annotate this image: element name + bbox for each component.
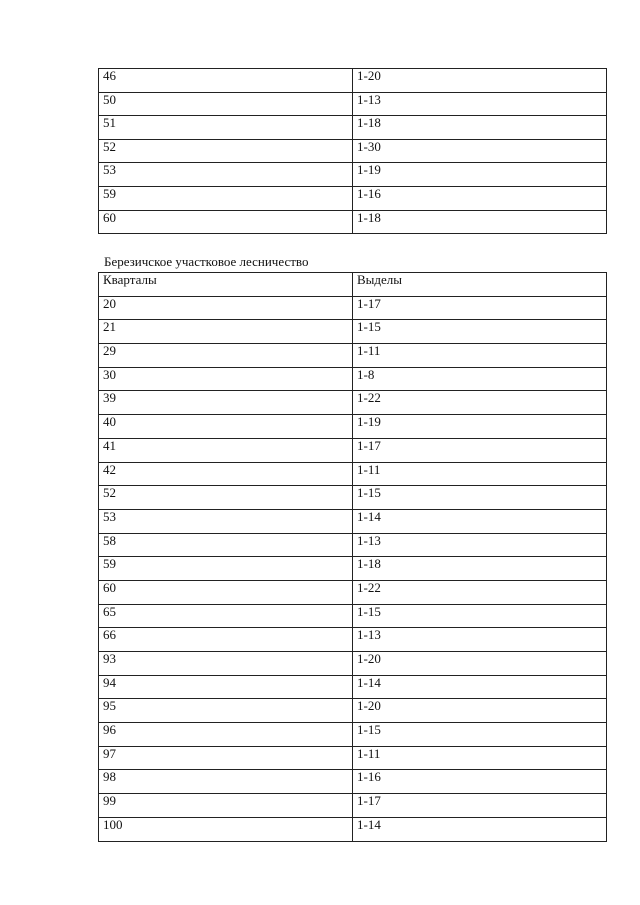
allotment-cell: 1-16 bbox=[353, 186, 607, 210]
table-row bbox=[99, 186, 607, 210]
table-row bbox=[99, 210, 607, 234]
table-row bbox=[99, 344, 607, 368]
table-row bbox=[99, 817, 607, 841]
allotment-cell: 1-15 bbox=[353, 604, 607, 628]
quarter-cell: 42 bbox=[99, 462, 353, 486]
allotment-cell: 1-11 bbox=[353, 344, 607, 368]
table-row bbox=[99, 770, 607, 794]
table-row bbox=[99, 391, 607, 415]
quarter-cell: 96 bbox=[99, 723, 353, 747]
quarter-cell: 59 bbox=[99, 186, 353, 210]
table-row bbox=[99, 415, 607, 439]
allotment-cell: 1-15 bbox=[353, 486, 607, 510]
table-row bbox=[99, 139, 607, 163]
allotment-cell: 1-15 bbox=[353, 320, 607, 344]
table-row bbox=[99, 320, 607, 344]
allotment-cell: 1-15 bbox=[353, 723, 607, 747]
table-row bbox=[99, 438, 607, 462]
allotment-cell: 1-19 bbox=[353, 163, 607, 187]
table-row bbox=[99, 92, 607, 116]
top-table-body bbox=[99, 69, 607, 234]
allotment-cell: 1-14 bbox=[353, 817, 607, 841]
table-row bbox=[99, 604, 607, 628]
table-row bbox=[99, 746, 607, 770]
quarter-cell: 60 bbox=[99, 580, 353, 604]
header-cell-kvartaly: Кварталы bbox=[99, 273, 353, 297]
table-row bbox=[99, 533, 607, 557]
table-row bbox=[99, 699, 607, 723]
allotment-cell: 1-17 bbox=[353, 438, 607, 462]
allotment-cell: 1-17 bbox=[353, 794, 607, 818]
main-table-body bbox=[99, 296, 607, 841]
table-row bbox=[99, 163, 607, 187]
allotment-cell: 1-18 bbox=[353, 210, 607, 234]
header-cell-vydely: Выделы bbox=[353, 273, 607, 297]
quarter-cell: 40 bbox=[99, 415, 353, 439]
allotment-cell: 1-16 bbox=[353, 770, 607, 794]
allotment-cell: 1-20 bbox=[353, 652, 607, 676]
quarter-cell: 98 bbox=[99, 770, 353, 794]
quarter-cell: 46 bbox=[99, 69, 353, 93]
quarter-cell: 60 bbox=[99, 210, 353, 234]
allotment-cell: 1-19 bbox=[353, 415, 607, 439]
allotment-cell: 1-17 bbox=[353, 296, 607, 320]
table-row bbox=[99, 509, 607, 533]
allotment-cell: 1-13 bbox=[353, 628, 607, 652]
allotment-cell: 1-20 bbox=[353, 69, 607, 93]
table-row bbox=[99, 116, 607, 140]
table-row bbox=[99, 794, 607, 818]
quarter-cell: 51 bbox=[99, 116, 353, 140]
quarter-cell: 52 bbox=[99, 486, 353, 510]
table-row bbox=[99, 628, 607, 652]
quarter-cell: 97 bbox=[99, 746, 353, 770]
allotment-cell: 1-8 bbox=[353, 367, 607, 391]
allotment-cell: 1-13 bbox=[353, 92, 607, 116]
allotment-cell: 1-22 bbox=[353, 580, 607, 604]
quarter-cell: 66 bbox=[99, 628, 353, 652]
allotment-cell: 1-18 bbox=[353, 116, 607, 140]
table-row bbox=[99, 462, 607, 486]
quarter-cell: 29 bbox=[99, 344, 353, 368]
table-row bbox=[99, 723, 607, 747]
allotment-cell: 1-30 bbox=[353, 139, 607, 163]
quarter-cell: 39 bbox=[99, 391, 353, 415]
quarter-cell: 59 bbox=[99, 557, 353, 581]
table-row bbox=[99, 69, 607, 93]
quarter-cell: 21 bbox=[99, 320, 353, 344]
table-row bbox=[99, 367, 607, 391]
quarter-cell: 53 bbox=[99, 509, 353, 533]
table-row bbox=[99, 486, 607, 510]
allotment-cell: 1-14 bbox=[353, 675, 607, 699]
table-row bbox=[99, 296, 607, 320]
table-row bbox=[99, 652, 607, 676]
allotment-cell: 1-11 bbox=[353, 746, 607, 770]
quarter-cell: 41 bbox=[99, 438, 353, 462]
quarter-cell: 52 bbox=[99, 139, 353, 163]
quarter-cell: 93 bbox=[99, 652, 353, 676]
quarter-cell: 65 bbox=[99, 604, 353, 628]
top-table bbox=[98, 68, 607, 234]
table-row bbox=[99, 675, 607, 699]
allotment-cell: 1-11 bbox=[353, 462, 607, 486]
quarter-cell: 30 bbox=[99, 367, 353, 391]
quarter-cell: 99 bbox=[99, 794, 353, 818]
table-row bbox=[99, 580, 607, 604]
main-table bbox=[98, 272, 607, 842]
quarter-cell: 58 bbox=[99, 533, 353, 557]
header-row bbox=[99, 273, 607, 297]
quarter-cell: 95 bbox=[99, 699, 353, 723]
quarter-cell: 53 bbox=[99, 163, 353, 187]
quarter-cell: 20 bbox=[99, 296, 353, 320]
quarter-cell: 94 bbox=[99, 675, 353, 699]
allotment-cell: 1-13 bbox=[353, 533, 607, 557]
allotment-cell: 1-20 bbox=[353, 699, 607, 723]
section-title: Березичское участковое лесничество bbox=[104, 254, 309, 269]
allotment-cell: 1-22 bbox=[353, 391, 607, 415]
allotment-cell: 1-14 bbox=[353, 509, 607, 533]
quarter-cell: 50 bbox=[99, 92, 353, 116]
allotment-cell: 1-18 bbox=[353, 557, 607, 581]
quarter-cell: 100 bbox=[99, 817, 353, 841]
table-row bbox=[99, 557, 607, 581]
